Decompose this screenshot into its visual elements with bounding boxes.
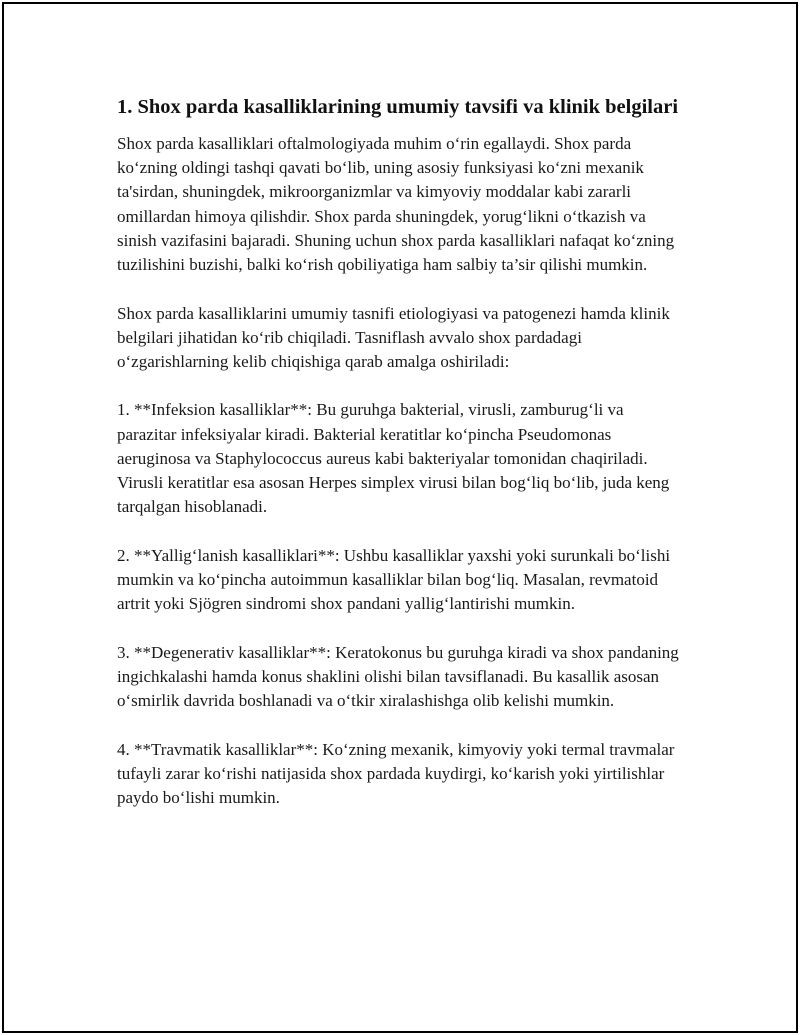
document-body [117, 94, 687, 834]
list-item-degenerative: 3. **Degenerativ kasalliklar**: Keratokonus bu guruhga kiradi va shox pandaning ingichkalashi hamda konus shaklini olishi bilan tavsiflanadi. Bu kasallik asosan o‘smirlik davrida boshlanadi va o‘tkir xiralashishga olib kelishi mumkin. [117, 642, 679, 711]
list-item-infectious: 1. **Infeksion kasalliklar**: Bu guruhga bakterial, virusli, zamburug‘li va parazitar infeksiyalar kiradi. Bakterial keratitlar ko‘pincha Pseudomonas aeruginosa va Staphylococcus aureus kabi bakteriyalar tomonidan chaqiriladi. Virusli keratitlar esa asosan Herpes simplex virusi bilan bog‘liq bo‘lib, juda keng tarqalgan hisoblanadi. [117, 400, 670, 517]
list-item-inflammatory: 2. **Yallig‘lanish kasalliklari**: Ushbu kasalliklar yaxshi yoki surunkali bo‘lishi mumkin va ko‘pincha autoimmun kasalliklar bilan bog‘liq. Masalan, revmatoid artrit yoki Sjögren sindromi shox pandani yallig‘lantirishi mumkin. [117, 545, 671, 614]
list-item-traumatic: 4. **Travmatik kasalliklar**: Ko‘zning mexanik, kimyoviy yoki termal travmalar tufayli zarar ko‘rishi natijasida shox pardada kuydirgi, ko‘karish yoki yirtilishlar paydo bo‘lishi mumkin. [117, 739, 675, 807]
paragraph-classification: Shox parda kasalliklarini umumiy tasnifi etiologiyasi va patogenezi hamda klinik belgilari jihatidan ko‘rib chiqiladi. Tasniflash avvalo shox pardadagi o‘zgarishlarning kelib chiqishiga qarab amalga oshiriladi: [117, 303, 670, 371]
paragraph-intro: Shox parda kasalliklari oftalmologiyada muhim o‘rin egallaydi. Shox parda ko‘zning oldingi tashqi qavati bo‘lib, uning asosiy funksiyasi ko‘zni mexanik ta'sirdan, shuningdek, mikroorganizmlar va kimyoviy moddalar kabi zararli omillardan himoya qilishdir. Shox parda shuningdek, yorug‘likni o‘tkazish va sinish vazifasini bajaradi. Shuning uchun shox parda kasalliklari nafaqat ko‘zning tuzilishini buzishi, balki ko‘rish qobiliyatiga ham salbiy ta’sir qilishi mumkin. [117, 134, 675, 275]
section-heading: 1. Shox parda kasalliklarining umumiy tavsifi va klinik belgilari [117, 96, 679, 118]
